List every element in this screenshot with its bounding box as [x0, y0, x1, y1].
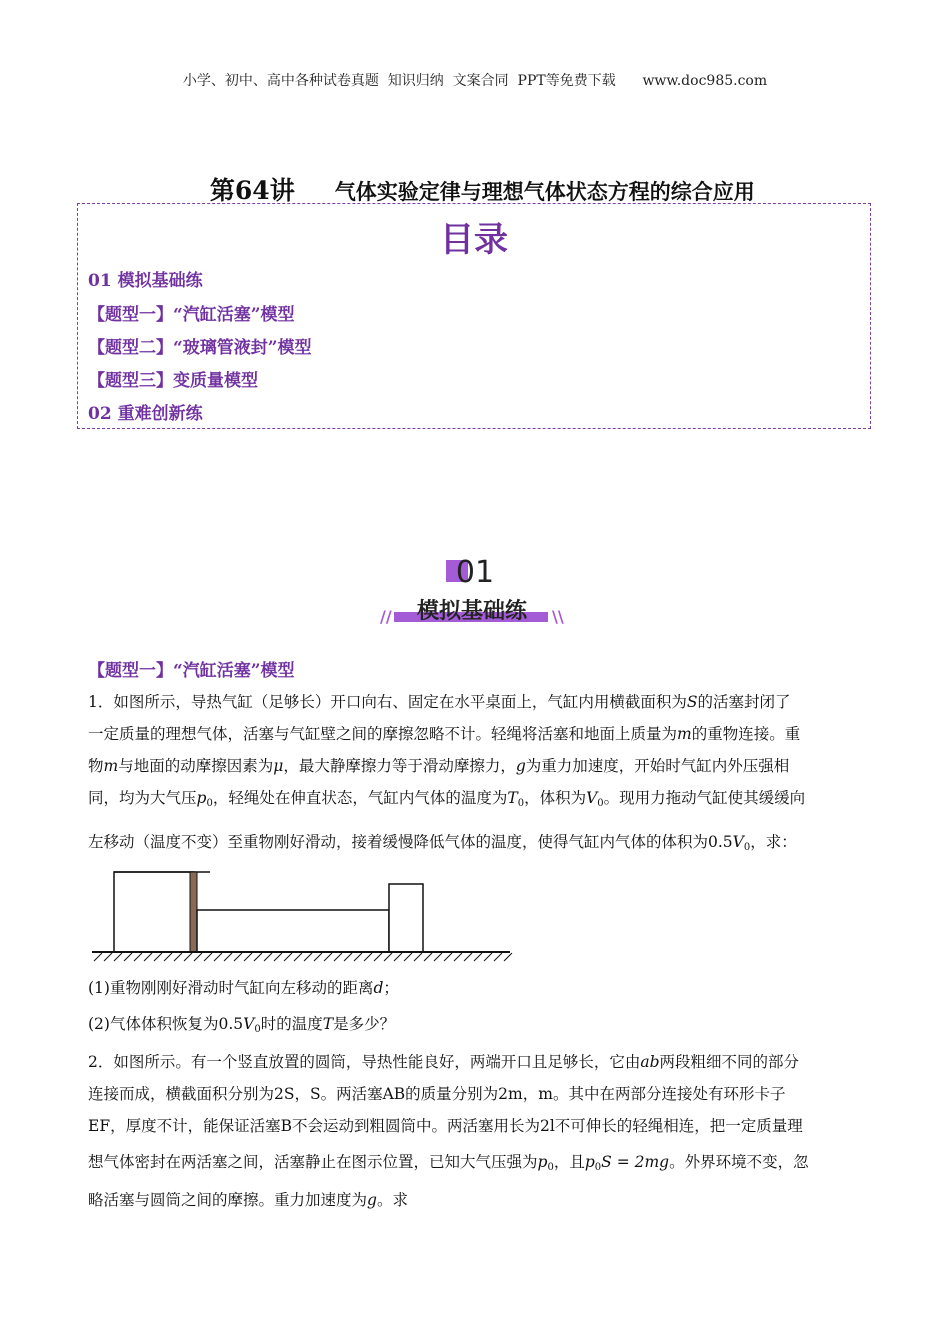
hatch-mark [354, 953, 362, 961]
toc-item-advanced-practice[interactable]: 02 重难创新练 [88, 404, 203, 424]
question-1-text: 1．如图所示，导热气缸（足够长）开口向右、固定在水平桌面上，气缸内用横截面积为S的活塞封闭了 一定质量的理想气体，活塞与气缸壁之间的摩擦忽略不计。轻绳将活塞和地面上质量为m的重物连接。重 物m与地面的动摩擦因素为μ，最大静摩擦力等于滑动摩擦力，g为重力加速度，开始时气缸内外压强相 同，均为大气压$p_0$，轻绳处在伸直状态，气缸内气体的温度为$T_0$，体积为$V_0$。现用力拖动气缸使其缓缓向 左移动（温度不变）至重物刚好滑动，接着缓慢降低气体的温度，使得气缸内气体的体积为$0.5V_0$，求： [88, 693, 806, 853]
hatch-mark [214, 953, 222, 961]
hatch-mark [444, 953, 452, 961]
hatch-mark [434, 953, 442, 961]
banner-slash-left: // [380, 607, 392, 626]
hatch-mark [124, 953, 132, 961]
hatch-mark [464, 953, 472, 961]
hatch-mark [494, 953, 502, 961]
toc-item-type-3[interactable]: 【题型三】变质量模型 [88, 371, 258, 391]
hatch-mark [294, 953, 302, 961]
hatch-mark [114, 953, 122, 961]
hatch-mark [244, 953, 252, 961]
hatch-mark [384, 953, 392, 961]
hatch-mark [394, 953, 402, 961]
hatch-mark [414, 953, 422, 961]
hatch-mark [334, 953, 342, 961]
heavy-block [389, 884, 423, 952]
hatch-mark [504, 953, 512, 961]
hatch-mark [144, 953, 152, 961]
toc-item-type-2[interactable]: 【题型二】“玻璃管液封”模型 [88, 338, 312, 358]
question-1-subquestions: (1)重物刚刚好滑动时气缸向左移动的距离d； (2)气体体积恢复为$0.5V_0$时的温度T是多少？ [88, 979, 399, 1035]
hatch-mark [174, 953, 182, 961]
piston [190, 872, 197, 952]
hatch-mark [424, 953, 432, 961]
hatch-mark [184, 953, 192, 961]
hatch-mark [324, 953, 332, 961]
hatch-mark [104, 953, 112, 961]
hatch-mark [194, 953, 202, 961]
hatch-mark [474, 953, 482, 961]
hatch-mark [94, 953, 102, 961]
hatch-mark [284, 953, 292, 961]
hatch-mark [484, 953, 492, 961]
question-2-text: 2．如图所示。有一个竖直放置的圆筒，导热性能良好，两端开口且足够长，它由ab两段粗细不同的部分 连接而成，横截面积分别为2S，S。两活塞AB的质量分别为2m，m。其中在两部分连接处有环形卡子 EF，厚度不计，能保证活塞B不会运动到粗圆筒中。两活塞用长为2l不可伸长的轻绳相连，把一定质量理 想气体密封在两活塞之间，活塞静止在图示位置，已知大气压强为$p_0$，且$p_0S = 2mg$。外界环境不变，忽 略活塞与圆筒之间的摩擦。重力加速度为g。求 [88, 1053, 809, 1209]
hatch-mark [314, 953, 322, 961]
hatch-mark [204, 953, 212, 961]
banner-slash-right: \\ [552, 607, 564, 626]
hatch-mark [134, 953, 142, 961]
hatch-mark [364, 953, 372, 961]
hatch-mark [404, 953, 412, 961]
hatch-mark [234, 953, 242, 961]
toc-item-type-1[interactable]: 【题型一】“汽缸活塞”模型 [88, 305, 295, 325]
hatch-mark [264, 953, 272, 961]
hatch-mark [344, 953, 352, 961]
lecture-topic: 气体实验定律与理想气体状态方程的综合应用 [334, 179, 755, 204]
gas-cylinder [114, 872, 194, 952]
hatch-mark [374, 953, 382, 961]
section-number: 01 [455, 555, 495, 590]
page-header: 小学、初中、高中各种试卷真题 知识归纳 文案合同 PPT等免费下载 www.doc985.com [182, 73, 768, 89]
toc-box [77, 203, 871, 429]
rope [197, 910, 389, 952]
toc-item-basic-practice[interactable]: 01 模拟基础练 [88, 271, 203, 291]
hatch-mark [224, 953, 232, 961]
hatch-mark [454, 953, 462, 961]
ground-hatching [94, 953, 512, 961]
hatch-mark [304, 953, 312, 961]
hatch-mark [154, 953, 162, 961]
lecture-number: 第64讲 [209, 176, 295, 205]
toc-heading: 目录 [440, 220, 508, 260]
hatch-mark [254, 953, 262, 961]
hatch-mark [164, 953, 172, 961]
cylinder-piston-diagram [90, 866, 515, 966]
lecture-title [0, 146, 950, 207]
section-name: 模拟基础练 [416, 599, 528, 624]
section-banner [370, 552, 580, 632]
question-type-heading: 【题型一】“汽缸活塞”模型 [88, 661, 295, 681]
hatch-mark [274, 953, 282, 961]
